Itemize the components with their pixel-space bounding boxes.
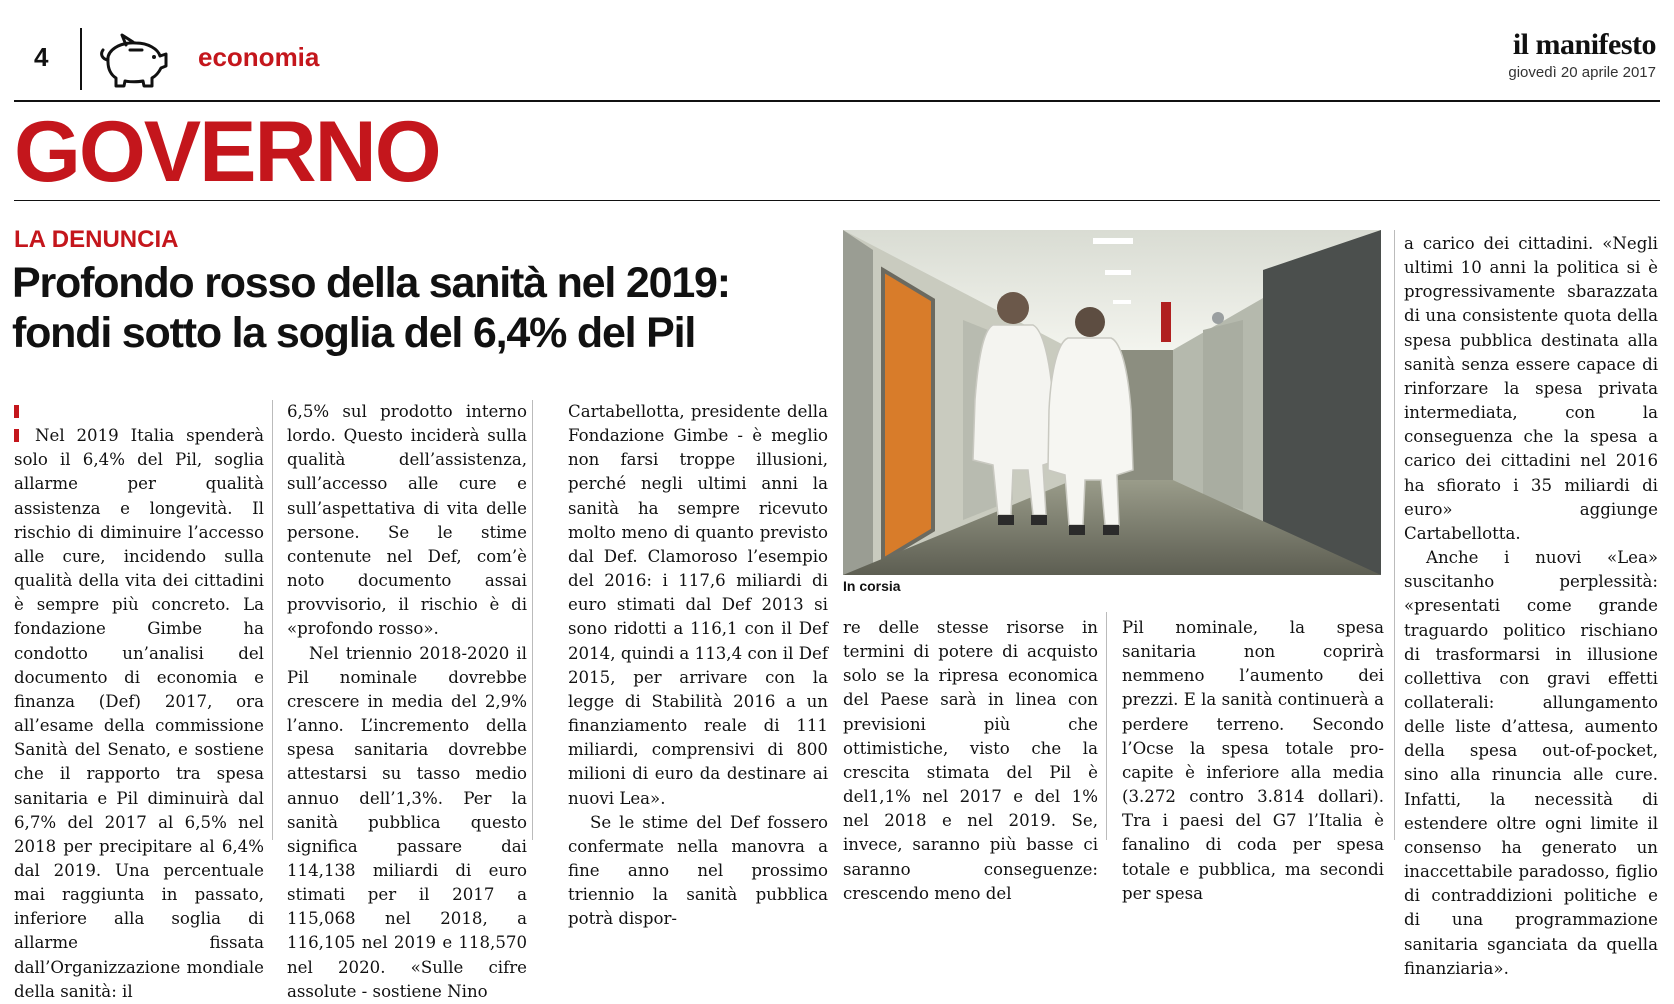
issue-date: giovedì 20 aprile 2017	[1508, 64, 1656, 81]
header-divider	[80, 28, 82, 90]
article-column-2	[287, 400, 527, 1004]
piggy-bank-icon	[96, 32, 172, 90]
rubric-title: GOVERNO	[14, 104, 440, 200]
article-paragraph: 6,5% sul prodotto interno lordo. Questo inciderà sulla qualità dell’assistenza, sull’accesso alle cure e sull’aspettativa di vita delle persone. Se le stime contenute nel Def, com’è noto documento assai provvisorio, il rischio è di «profondo rosso».	[287, 402, 527, 639]
headline-line: Profondo rosso della sanità nel 2019:	[12, 259, 730, 307]
article-column-4	[843, 616, 1098, 906]
paragraph-text: Nel 2019 Italia spenderà solo il 6,4% del Pil, soglia allarme per qualità assistenza e longevità. Il rischio di diminuire l’accesso alle cure, incidendo sulla qualità della vita dei cittadini è sempre più concreto. La fondazione Gimbe ha condotto un’analisi del documento di economia e finanza (Def) 2017, ora all’esame della commissione Sanità del Senato, e sostiene che il rapporto tra spesa sanitaria e Pil diminuirà dal 6,7% del 2017 al 6,5% nel 2018 per precipitare al 6,4% dal 2019. Una percentuale mai raggiunta in passato, inferiore alla soglia di allarme fissata dall’Organizzazione mondiale della sanità: il	[14, 426, 264, 1001]
section-label: economia	[198, 42, 320, 72]
hospital-corridor-photo	[843, 230, 1381, 575]
article-paragraph: a carico dei cittadini. «Negli ultimi 10 anni la politica si è progressivamente sbarazzata di una consistente quota della spesa pubblica destinata alla sanità senza essere capace di rinforzare la spesa privata intermediata, con la conseguenza che la spesa a carico dei cittadini nel 2016 ha sfiorato i 35 miliardi di euro» aggiunge Cartabellotta.	[1404, 234, 1658, 543]
article-paragraph: Se le stime del Def fossero confermate nella manovra a fine anno nel prossimo triennio la sanità pubblica potrà dispor-	[568, 812, 828, 929]
article-paragraph	[14, 400, 264, 1004]
article-paragraph: Pil nominale, la spesa sanitaria non coprirà nemmeno l’aumento dei prezzi. E la sanità continuerà a perdere terreno. Secondo l’Ocse la spesa totale pro-capite è inferiore alla media (3.272 contro 3.814 dollari). Tra i paesi del G7 l’Italia è fanalino di coda per spesa totale e pubblica, ma secondi per spesa	[1122, 618, 1384, 903]
article-column-6	[1404, 232, 1658, 981]
rubric-rule	[14, 200, 1660, 201]
article-headline	[12, 258, 842, 358]
page-number: 4	[34, 42, 49, 72]
article-column-3	[568, 400, 828, 931]
photo-caption: In corsia	[843, 578, 901, 594]
article-column-1	[14, 400, 264, 1004]
article-paragraph: Cartabellotta, presidente della Fondazione Gimbe - è meglio non farsi troppe illusioni, perché negli ultimi anni la sanità ha sempre ricevuto molto meno di quanto previsto dal Def. Clamoroso l’esempio del 2016: i 117,6 miliardi di euro stimati dal Def 2013 si sono ridotti a 116,1 con il Def 2014, quindi a 113,4 con il Def 2015, per arrivare con la legge di Stabilità 2016 a un finanziamento reale di 111 miliardi, comprensivi di 800 milioni di euro da destinare ai nuovi Lea».	[568, 402, 828, 808]
article-paragraph: Anche i nuovi «Lea» suscitanho perplessità: «presentati come grande traguardo politico rischiano di trasformarsi in illusione collettiva con gravi effetti collaterali: allungamento delle liste d’attesa, aumento della spesa out-of-pocket, sino alla rinuncia alle cure. Infatti, la necessità di estendere oltre ogni limite il consenso ha generato un inaccettabile paradosso, figlio di contraddizioni politiche e di una programmazione sanitaria sganciata da quella finanziaria».	[1404, 548, 1658, 978]
paragraph-marker	[14, 401, 27, 414]
article-kicker: LA DENUNCIA	[14, 226, 179, 253]
column-rule	[272, 400, 273, 840]
header-rule	[14, 100, 1660, 102]
article-column-5	[1122, 616, 1384, 906]
headline-line: fondi sotto la soglia del 6,4% del Pil	[12, 309, 696, 357]
article-paragraph: re delle stesse risorse in termini di potere di acquisto solo se la ripresa economica del Paese sarà in linea con previsioni più che ottimistiche, visto che la crescita stimata del Pil è del1,1% nel 2017 e del 1% nel 2018 e nel 2019. Se, invece, saranno più basse ci saranno conseguenze: crescendo meno del	[843, 618, 1098, 903]
column-rule	[1394, 230, 1395, 840]
column-rule	[532, 400, 533, 840]
article-paragraph: Nel triennio 2018-2020 il Pil nominale dovrebbe crescere in media del 2,9% l’anno. L’incremento della spesa sanitaria dovrebbe attestarsi su tasso medio annuo dell’1,3%. Per la sanità pubblica questo significa passare dai 114,138 miliardi di euro stimati per il 2017 a 115,068 nel 2018, a 116,105 nel 2019 e 118,570 nel 2020. «Sulle cifre assolute - sostiene Nino	[287, 643, 527, 1001]
column-rule	[1106, 612, 1107, 840]
masthead: il manifesto	[1512, 28, 1656, 61]
